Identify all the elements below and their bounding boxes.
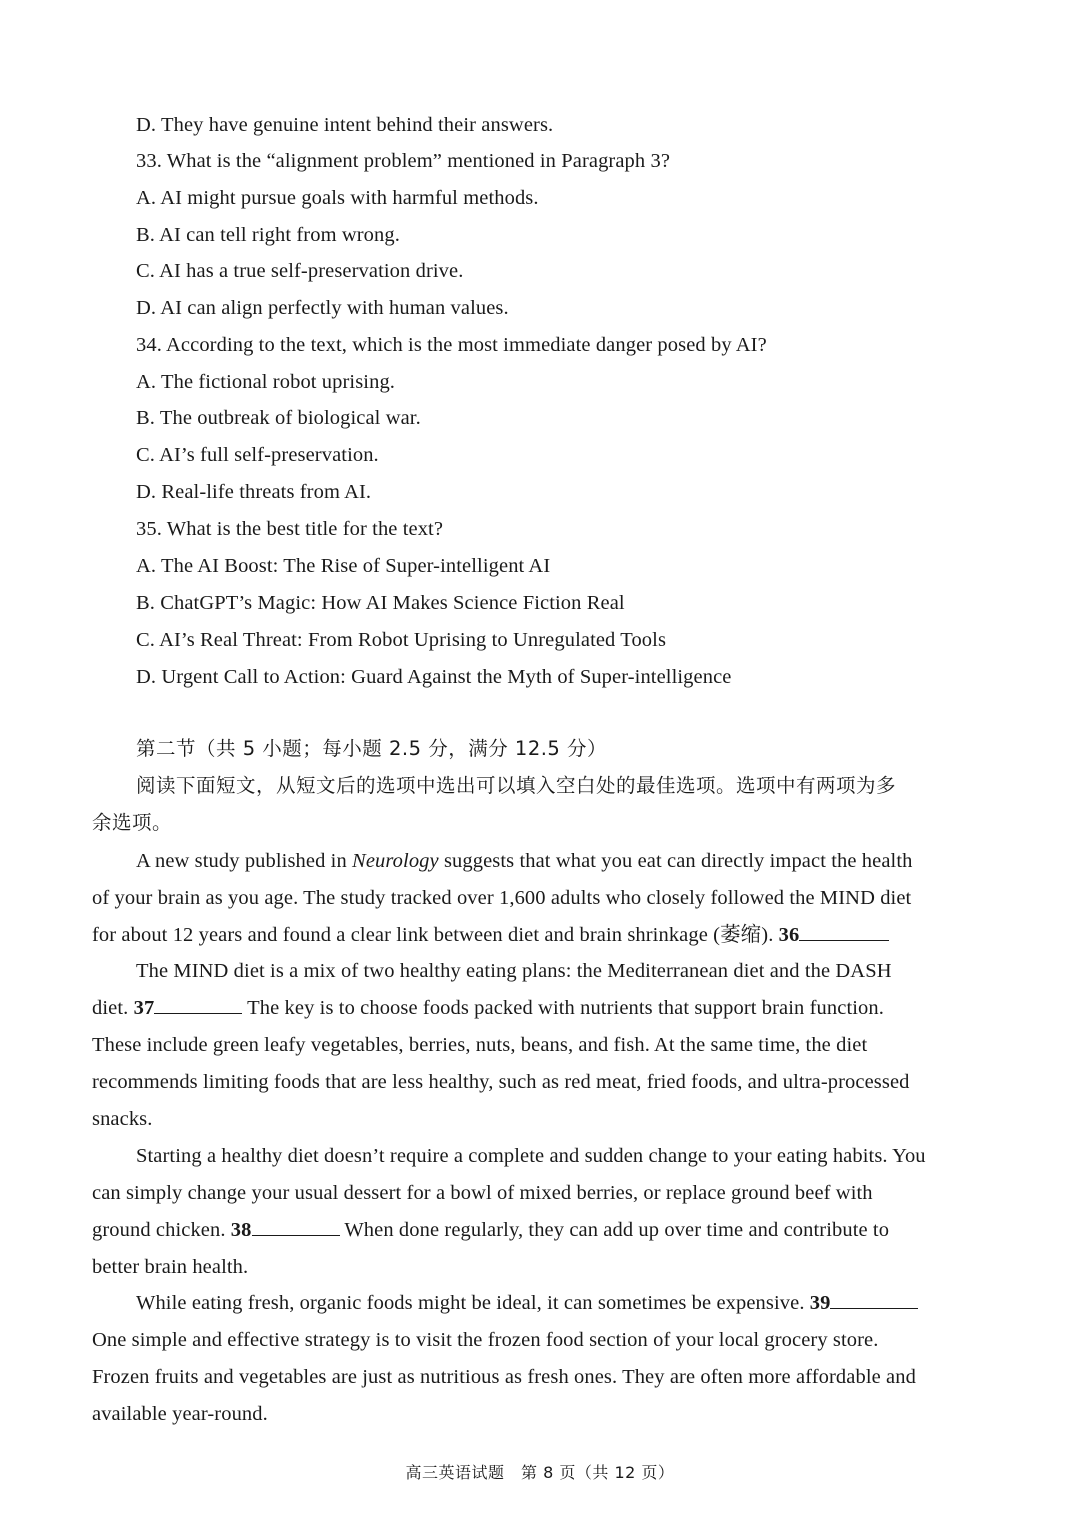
q33-option-c: C. AI has a true self-preservation drive. [136, 260, 464, 282]
q35-option-a: A. The AI Boost: The Rise of Super-intelligent AI [136, 555, 551, 577]
p3-text-b: When done regularly, they can add up over time and contribute to [339, 1219, 890, 1241]
q35-question: 35. What is the best title for the text? [136, 518, 444, 540]
blank-number-36: 36 [778, 924, 800, 946]
blank-number-37: 37 [133, 997, 155, 1019]
q33-option-a: A. AI might pursue goals with harmful methods. [136, 187, 539, 209]
q34-question: 34. According to the text, which is the most immediate danger posed by AI? [136, 334, 767, 356]
passage-p3-line3 [92, 1217, 889, 1243]
q33-option-b: B. AI can tell right from wrong. [136, 224, 400, 246]
passage-p4-line2: One simple and effective strategy is to visit the frozen food section of your local grocery store. [92, 1329, 879, 1351]
passage-p4-line1 [136, 1290, 918, 1316]
q35-option-c: C. AI’s Real Threat: From Robot Uprising to Unregulated Tools [136, 629, 667, 651]
blank-number-39: 39 [809, 1292, 831, 1314]
q34-option-a: A. The fictional robot uprising. [136, 371, 396, 393]
p4-text-a: While eating fresh, organic foods might be ideal, it can sometimes be expensive. [136, 1292, 810, 1314]
section-instruction-line2: 余选项。 [92, 811, 173, 834]
passage-p2-line4: recommends limiting foods that are less healthy, such as red meat, fried foods, and ultra-processed [92, 1071, 910, 1093]
passage-p4-line3: Frozen fruits and vegetables are just as nutritious as fresh ones. They are often more affordable and [92, 1366, 916, 1388]
section-heading: 第二节（共 5 小题；每小题 2.5 分，满分 12.5 分） [136, 737, 608, 760]
passage-p2-line3: These include green leafy vegetables, berries, nuts, beans, and fish. At the same time, the diet [92, 1034, 868, 1056]
journal-name: Neurology [352, 850, 439, 872]
page-footer: 高三英语试题 第 8 页（共 12 页） [405, 1463, 675, 1482]
q34-option-b: B. The outbreak of biological war. [136, 407, 421, 429]
q34-option-d: D. Real-life threats from AI. [136, 481, 372, 503]
p2-text-a: diet. [92, 997, 134, 1019]
q35-option-b: B. ChatGPT’s Magic: How AI Makes Science Fiction Real [136, 592, 625, 614]
passage-p3-line1: Starting a healthy diet doesn’t require a complete and sudden change to your eating habits. You [136, 1145, 926, 1167]
q32-option-d: D. They have genuine intent behind their answers. [136, 114, 554, 136]
passage-p2-line5: snacks. [92, 1108, 153, 1130]
q33-option-d: D. AI can align perfectly with human values. [136, 297, 509, 319]
passage-p1-line2: of your brain as you age. The study tracked over 1,600 adults who closely followed the MIND diet [92, 887, 912, 909]
passage-p1-line3 [92, 922, 889, 948]
p1-text-a: A new study published in [136, 850, 353, 872]
passage-p2-line2 [92, 995, 884, 1021]
section-instruction-line1: 阅读下面短文，从短文后的选项中选出可以填入空白处的最佳选项。选项中有两项为多 [136, 774, 897, 797]
p3-text-a: ground chicken. [92, 1219, 231, 1241]
blank-number-38: 38 [230, 1219, 252, 1241]
answer-blank-37 [154, 995, 242, 1014]
passage-p3-line4: better brain health. [92, 1256, 249, 1278]
passage-p4-line4: available year-round. [92, 1403, 268, 1425]
p1-text-b: suggests that what you eat can directly impact the health [438, 850, 913, 872]
q33-question: 33. What is the “alignment problem” mentioned in Paragraph 3? [136, 150, 671, 172]
q34-option-c: C. AI’s full self-preservation. [136, 444, 379, 466]
answer-blank-39 [830, 1290, 918, 1309]
passage-p1-line1 [136, 848, 912, 874]
answer-blank-36 [799, 922, 889, 941]
p2-text-b: The key is to choose foods packed with nutrients that support brain function. [242, 997, 884, 1019]
passage-p3-line2: can simply change your usual dessert for a bowl of mixed berries, or replace ground beef with [92, 1182, 873, 1204]
answer-blank-38 [252, 1217, 340, 1236]
q35-option-d: D. Urgent Call to Action: Guard Against the Myth of Super-intelligence [136, 666, 732, 688]
p1-text-c: for about 12 years and found a clear link between diet and brain shrinkage (萎缩). [92, 924, 779, 946]
passage-p2-line1: The MIND diet is a mix of two healthy eating plans: the Mediterranean diet and the DASH [136, 960, 892, 982]
